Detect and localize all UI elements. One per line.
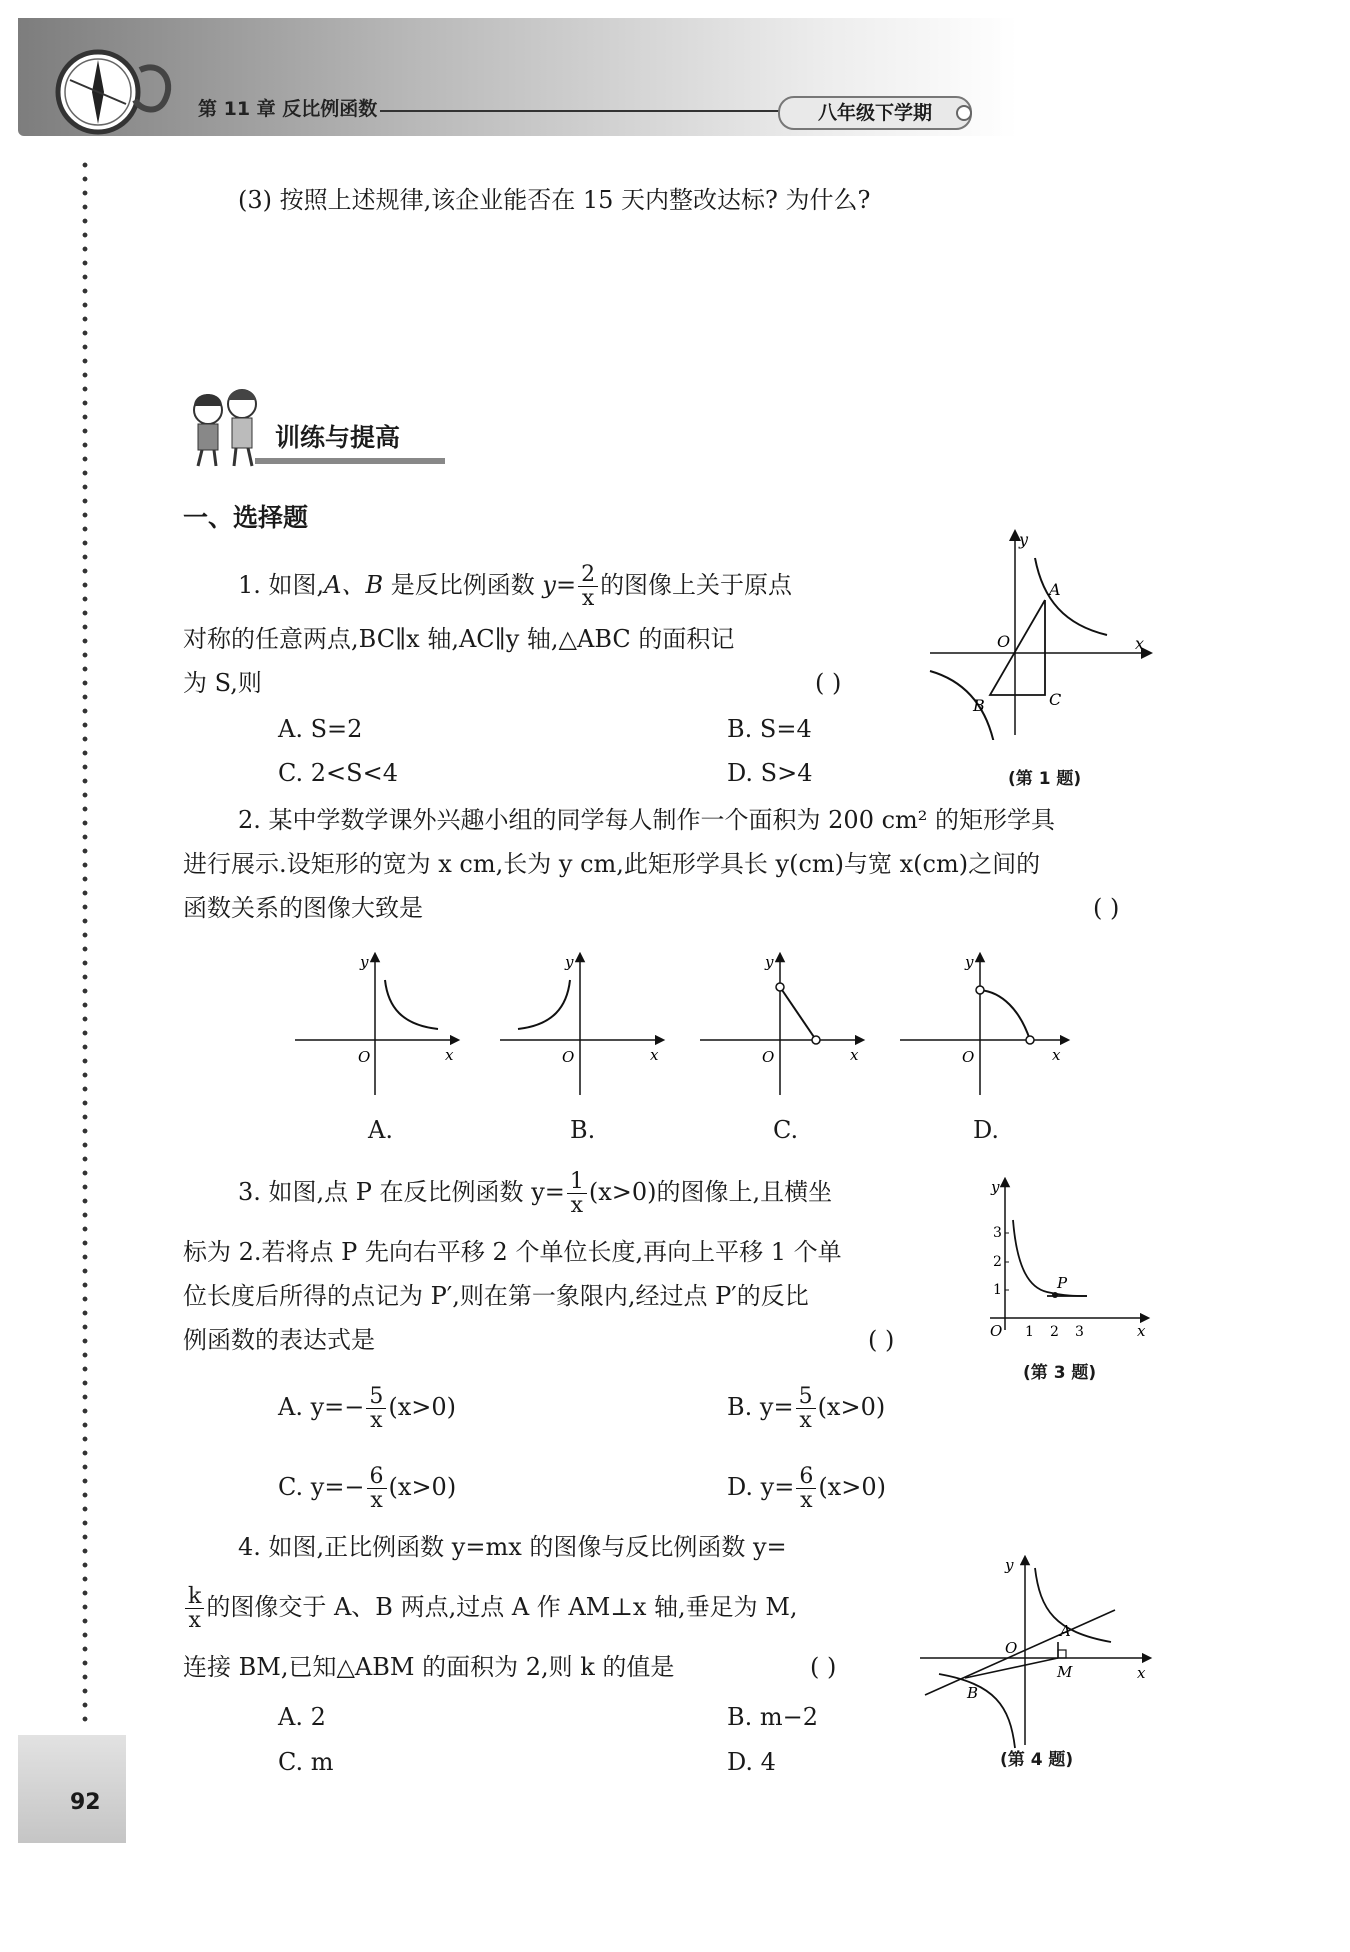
q2-option-d: D. [973, 1116, 1000, 1144]
q2-graph-d [900, 953, 1065, 1095]
q1-label-x: x [1135, 634, 1145, 653]
q2-answer-paren: ( ) [1093, 894, 1120, 922]
q1-figure [925, 525, 1155, 740]
q1-curve-q3 [930, 671, 995, 740]
svg-text:y: y [1005, 1556, 1014, 1574]
prev-question-3: (3) 按照上述规律,该企业能否在 15 天内整改达标? 为什么? [238, 186, 871, 214]
banner-underline [255, 458, 445, 464]
q2-graph-c [700, 953, 860, 1095]
q4-line3: 连接 BM,已知△ABM 的面积为 2,则 k 的值是 [183, 1653, 675, 1681]
q4-answer-paren: ( ) [810, 1653, 837, 1681]
pill-dot-right [956, 105, 972, 121]
q4-caption: (第 4 题) [1000, 1750, 1074, 1770]
q4-option-b: B. m−2 [727, 1703, 819, 1731]
q4-line1: 4. 如图,正比例函数 y=mx 的图像与反比例函数 y= [238, 1533, 787, 1561]
q3-line2: 标为 2.若将点 P 先向右平移 2 个单位长度,再向上平移 1 个单 [183, 1238, 842, 1266]
section-title: 一、选择题 [183, 503, 309, 532]
q4-option-c: C. m [278, 1748, 334, 1776]
q1-label-c: C [1049, 690, 1062, 709]
q1-line3: 为 S,则 [183, 669, 262, 697]
chapter-title: 第 11 章 反比例函数 [198, 98, 378, 120]
q3-option-c: C. y=− $\frac{6}{x}$ (x>0) [278, 1464, 457, 1514]
svg-text:B: B [967, 1684, 979, 1702]
q3-line1: 3. 如图,点 P 在反比例函数 y= $\frac{1}{x}$ (x>0)的图像上,且横坐 [238, 1169, 833, 1219]
svg-text:y: y [765, 953, 774, 971]
svg-text:y: y [965, 953, 974, 971]
q3-line4: 例函数的表达式是 [183, 1326, 375, 1354]
section-banner: 训练与提高 [275, 423, 401, 452]
q2-option-b: B. [570, 1116, 596, 1144]
compass-logo-icon [40, 40, 180, 140]
svg-text:1: 1 [993, 1282, 1002, 1298]
margin-dots [82, 158, 88, 1728]
svg-text:O: O [358, 1048, 371, 1066]
svg-text:O: O [1005, 1639, 1018, 1657]
q3-fraction: $\frac{1}{x}$ [567, 1170, 587, 1217]
svg-text:3: 3 [1075, 1324, 1084, 1340]
svg-text:y: y [360, 953, 369, 971]
q1-label-a: A [1049, 580, 1061, 599]
q3-option-d: D. y= $\frac{6}{x}$ (x>0) [727, 1464, 886, 1514]
q3-answer-paren: ( ) [868, 1326, 895, 1354]
svg-text:O: O [990, 1322, 1003, 1340]
q3-option-b: B. y= $\frac{5}{x}$ (x>0) [727, 1384, 886, 1434]
q2-graph-a [295, 953, 455, 1095]
svg-text:M: M [1057, 1663, 1073, 1681]
q2-line3: 函数关系的图像大致是 [183, 894, 423, 922]
q1-line1: 1. 如图,A、B 是反比例函数 y= $\frac{2}{x}$ 的图像上关于原点 [238, 562, 793, 612]
grade-label: 八年级下学期 [778, 96, 972, 130]
svg-text:O: O [762, 1048, 775, 1066]
svg-text:x: x [1052, 1046, 1061, 1064]
svg-text:x: x [1137, 1322, 1146, 1340]
q4-line2: $\frac{k}{x}$ 的图像交于 A、B 两点,过点 A 作 AM⊥x 轴,垂足为 M, [183, 1585, 798, 1632]
q3-line3: 位长度后所得的点记为 P′,则在第一象限内,经过点 P′的反比 [183, 1282, 809, 1310]
q1-option-c: C. 2<S<4 [278, 759, 398, 787]
page-number: 92 [70, 1790, 101, 1815]
q4-fraction: $\frac{k}{x}$ [185, 1585, 204, 1632]
svg-text:x: x [1137, 1664, 1146, 1682]
q1-option-b: B. S=4 [727, 715, 812, 743]
svg-text:x: x [445, 1046, 454, 1064]
q2-option-c: C. [773, 1116, 799, 1144]
svg-text:2: 2 [1050, 1324, 1059, 1340]
svg-text:3: 3 [993, 1225, 1002, 1241]
q1-line2: 对称的任意两点,BC∥x 轴,AC∥y 轴,△ABC 的面积记 [183, 625, 735, 653]
svg-text:2: 2 [993, 1254, 1002, 1270]
q2-line2: 进行展示.设矩形的宽为 x cm,长为 y cm,此矩形学具长 y(cm)与宽 x(cm)之间的 [183, 850, 1041, 878]
q2-figures [290, 945, 1080, 1100]
svg-text:P: P [1057, 1274, 1068, 1292]
q1-label-b: B [973, 696, 985, 715]
q2-option-a: A. [368, 1116, 393, 1144]
q2-line1: 2. 某中学数学课外兴趣小组的同学每人制作一个面积为 200 cm² 的矩形学具 [238, 806, 1056, 834]
page-number-box [18, 1735, 126, 1843]
svg-text:y: y [565, 953, 574, 971]
kids-illustration-icon [180, 380, 280, 470]
q2-graph-b [500, 953, 660, 1095]
q3-caption: (第 3 题) [1023, 1363, 1097, 1383]
q4-figure [915, 1550, 1155, 1750]
svg-text:A: A [1060, 1622, 1071, 1640]
q1-fraction: $\frac{2}{x}$ [578, 563, 598, 610]
q1-option-a: A. S=2 [278, 715, 363, 743]
q3-figure [975, 1170, 1155, 1340]
svg-text:x: x [650, 1046, 659, 1064]
q1-answer-paren: ( ) [815, 669, 842, 697]
q1-option-d: D. S>4 [727, 759, 813, 787]
q4-option-d: D. 4 [727, 1748, 776, 1776]
svg-text:O: O [562, 1048, 575, 1066]
header-rule [380, 110, 780, 112]
svg-text:1: 1 [1025, 1324, 1034, 1340]
q4-option-a: A. 2 [278, 1703, 326, 1731]
svg-text:y: y [991, 1178, 1000, 1196]
svg-text:O: O [962, 1048, 975, 1066]
q1-caption: (第 1 题) [1008, 769, 1082, 789]
q1-label-y: y [1019, 530, 1029, 549]
q1-label-o: O [997, 632, 1011, 651]
q3-option-a: A. y=− $\frac{5}{x}$ (x>0) [278, 1384, 457, 1434]
svg-text:x: x [850, 1046, 859, 1064]
